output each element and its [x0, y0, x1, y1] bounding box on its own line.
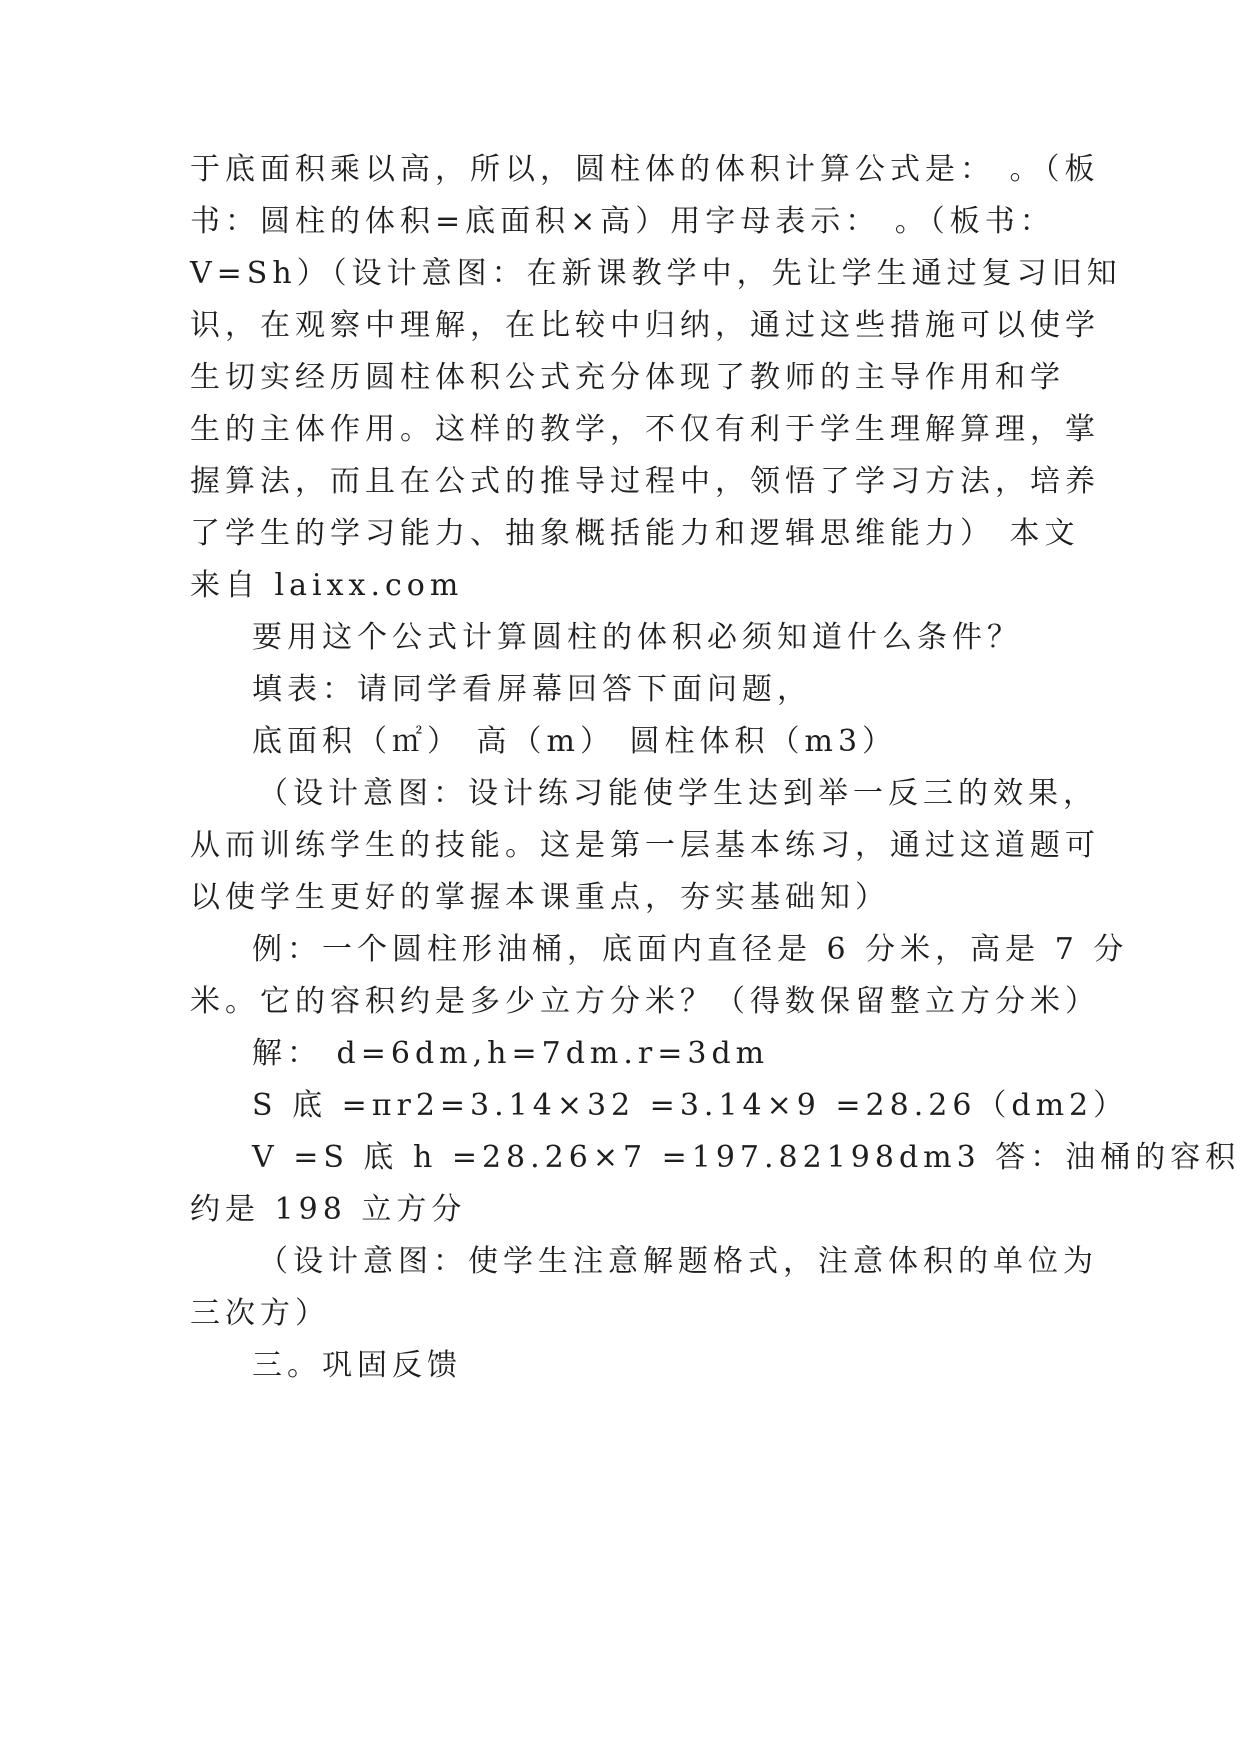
text-line: 来自 laixx.com [190, 568, 464, 603]
text-line: V =S 底 h =28.26×7 =197.82198dm3 答：油桶的容积 [252, 1140, 1241, 1175]
text-line: 生的主体作用。这样的教学，不仅有利于学生理解算理，掌 [190, 412, 1100, 447]
text-line: 解： d=6dm,h=7dm.r=3dm [252, 1036, 770, 1071]
text-line: （设计意图：使学生注意解题格式，注意体积的单位为 [258, 1244, 1098, 1279]
text-line: 书：圆柱的体积=底面积×高）用字母表示： 。（板书： [190, 204, 1055, 239]
text-line: S 底 =πr2=3.14×32 =3.14×9 =28.26（dm2） [252, 1088, 1129, 1123]
text-line: 识，在观察中理解，在比较中归纳，通过这些措施可以使学 [190, 308, 1100, 343]
text-line: 三次方） [190, 1296, 330, 1331]
text-line: 填表：请同学看屏幕回答下面问题， [252, 672, 812, 707]
text-line: 以使学生更好的掌握本课重点，夯实基础知） [190, 880, 890, 915]
text-line: 米。它的容积约是多少立方分米？（得数保留整立方分米） [190, 984, 1100, 1019]
text-line: 要用这个公式计算圆柱的体积必须知道什么条件？ [252, 620, 1022, 655]
text-line: 于底面积乘以高，所以，圆柱体的体积计算公式是： 。（板 [190, 152, 1100, 187]
text-line: 生切实经历圆柱体积公式充分体现了教师的主导作用和学 [190, 360, 1065, 395]
text-line: 握算法，而且在公式的推导过程中，领悟了学习方法，培养 [190, 464, 1100, 499]
text-line: V=Sh）（设计意图：在新课教学中，先让学生通过复习旧知 [190, 256, 1122, 291]
text-line: 从而训练学生的技能。这是第一层基本练习，通过这道题可 [190, 828, 1100, 863]
text-line: 了学生的学习能力、抽象概括能力和逻辑思维能力） 本文 [190, 516, 1080, 551]
text-line: 底面积（㎡） 高（m） 圆柱体积（m3） [252, 724, 898, 759]
text-line: 例：一个圆柱形油桶，底面内直径是 6 分米，高是 7 分 [252, 932, 1129, 967]
text-line: 三。巩固反馈 [252, 1348, 462, 1383]
text-line: （设计意图：设计练习能使学生达到举一反三的效果， [258, 776, 1098, 811]
text-line: 约是 198 立方分 [190, 1192, 467, 1227]
